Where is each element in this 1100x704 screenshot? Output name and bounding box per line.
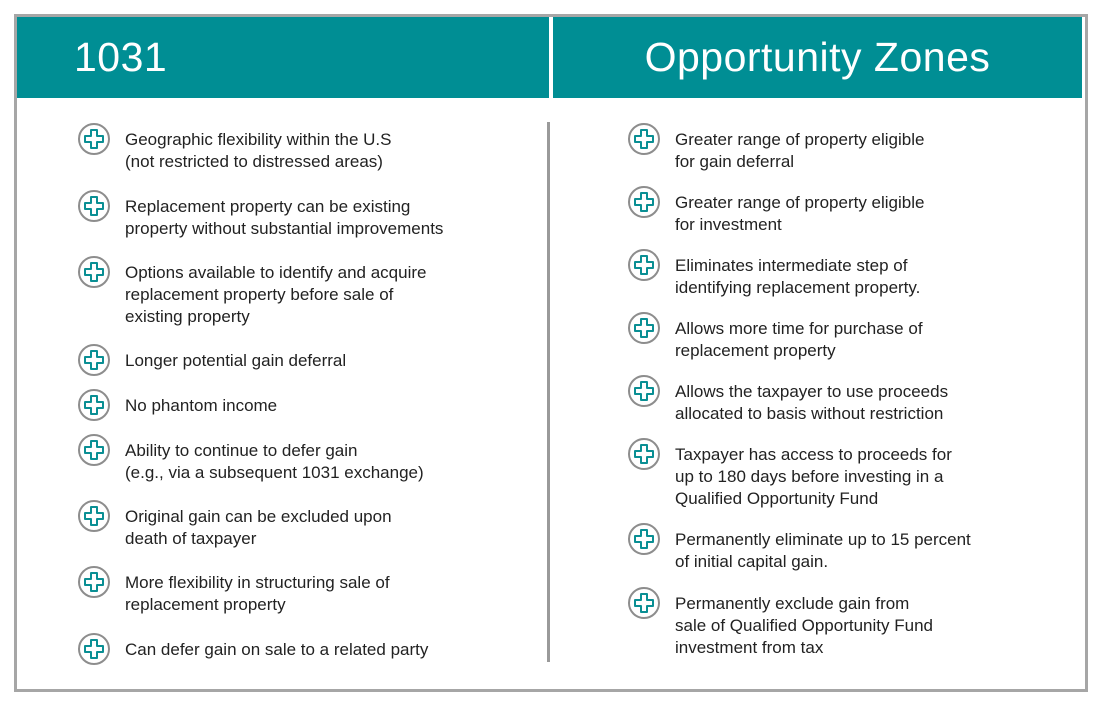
- benefit-item: [628, 381, 948, 425]
- plus-icon: [78, 389, 110, 421]
- column-divider: [547, 122, 550, 662]
- plus-icon: [628, 312, 660, 344]
- benefit-item: [628, 593, 933, 659]
- benefit-text: Options available to identify and acquire replacement property before sale of existing property: [125, 263, 427, 326]
- benefit-text: Permanently eliminate up to 15 percent of initial capital gain.: [675, 530, 971, 571]
- plus-icon: [628, 186, 660, 218]
- plus-icon: [78, 566, 110, 598]
- benefit-item: [78, 196, 443, 240]
- benefit-text: Greater range of property eligible for gain deferral: [675, 130, 925, 171]
- benefit-text: Can defer gain on sale to a related party: [125, 640, 429, 659]
- plus-icon: [628, 249, 660, 281]
- benefit-text: Ability to continue to defer gain (e.g., via a subsequent 1031 exchange): [125, 441, 424, 482]
- benefit-text: Greater range of property eligible for investment: [675, 193, 925, 234]
- plus-icon: [628, 523, 660, 555]
- benefit-text: Permanently exclude gain from sale of Qualified Opportunity Fund investment from tax: [675, 594, 933, 657]
- benefit-item: [628, 444, 952, 510]
- benefit-item: [78, 262, 426, 328]
- benefit-text: No phantom income: [125, 396, 278, 415]
- benefit-item: [78, 639, 428, 665]
- benefit-item: [78, 506, 392, 550]
- benefit-text: Eliminates intermediate step of identifying replacement property.: [675, 256, 921, 297]
- benefit-text: Longer potential gain deferral: [125, 351, 347, 370]
- plus-icon: [78, 256, 110, 288]
- plus-icon: [628, 375, 660, 407]
- plus-icon: [628, 438, 660, 470]
- benefit-item: [628, 318, 923, 362]
- benefit-item: [628, 192, 924, 236]
- column-title-opportunity-zones: Opportunity Zones: [644, 34, 991, 80]
- benefit-text: Replacement property can be existing property without substantial improvements: [125, 197, 444, 238]
- benefit-text: Allows the taxpayer to use proceeds allocated to basis without restriction: [675, 382, 949, 423]
- benefit-item: [78, 395, 277, 421]
- plus-icon: [78, 190, 110, 222]
- benefit-item: [78, 440, 424, 484]
- plus-icon: [78, 500, 110, 532]
- benefit-text: Geographic flexibility within the U.S (not restricted to distressed areas): [125, 130, 392, 171]
- benefit-item: [78, 129, 391, 173]
- header-1031: [17, 17, 549, 98]
- benefit-text: Taxpayer has access to proceeds for up to 180 days before investing in a Qualified Opportunity Fund: [675, 445, 952, 508]
- plus-icon: [628, 587, 660, 619]
- benefit-item: [628, 529, 971, 573]
- benefit-text: Original gain can be excluded upon death of taxpayer: [125, 507, 392, 548]
- column-title-1031: 1031: [74, 34, 168, 80]
- plus-icon: [78, 344, 110, 376]
- plus-icon: [78, 633, 110, 665]
- plus-icon: [78, 123, 110, 155]
- header-opportunity-zones: [553, 17, 1082, 98]
- benefit-text: More flexibility in structuring sale of replacement property: [125, 573, 390, 614]
- benefit-item: [628, 255, 920, 299]
- benefit-item: [78, 572, 390, 616]
- benefit-text: Allows more time for purchase of replacement property: [675, 319, 923, 360]
- benefit-item: [628, 129, 924, 173]
- benefit-item: [78, 350, 346, 376]
- plus-icon: [628, 123, 660, 155]
- plus-icon: [78, 434, 110, 466]
